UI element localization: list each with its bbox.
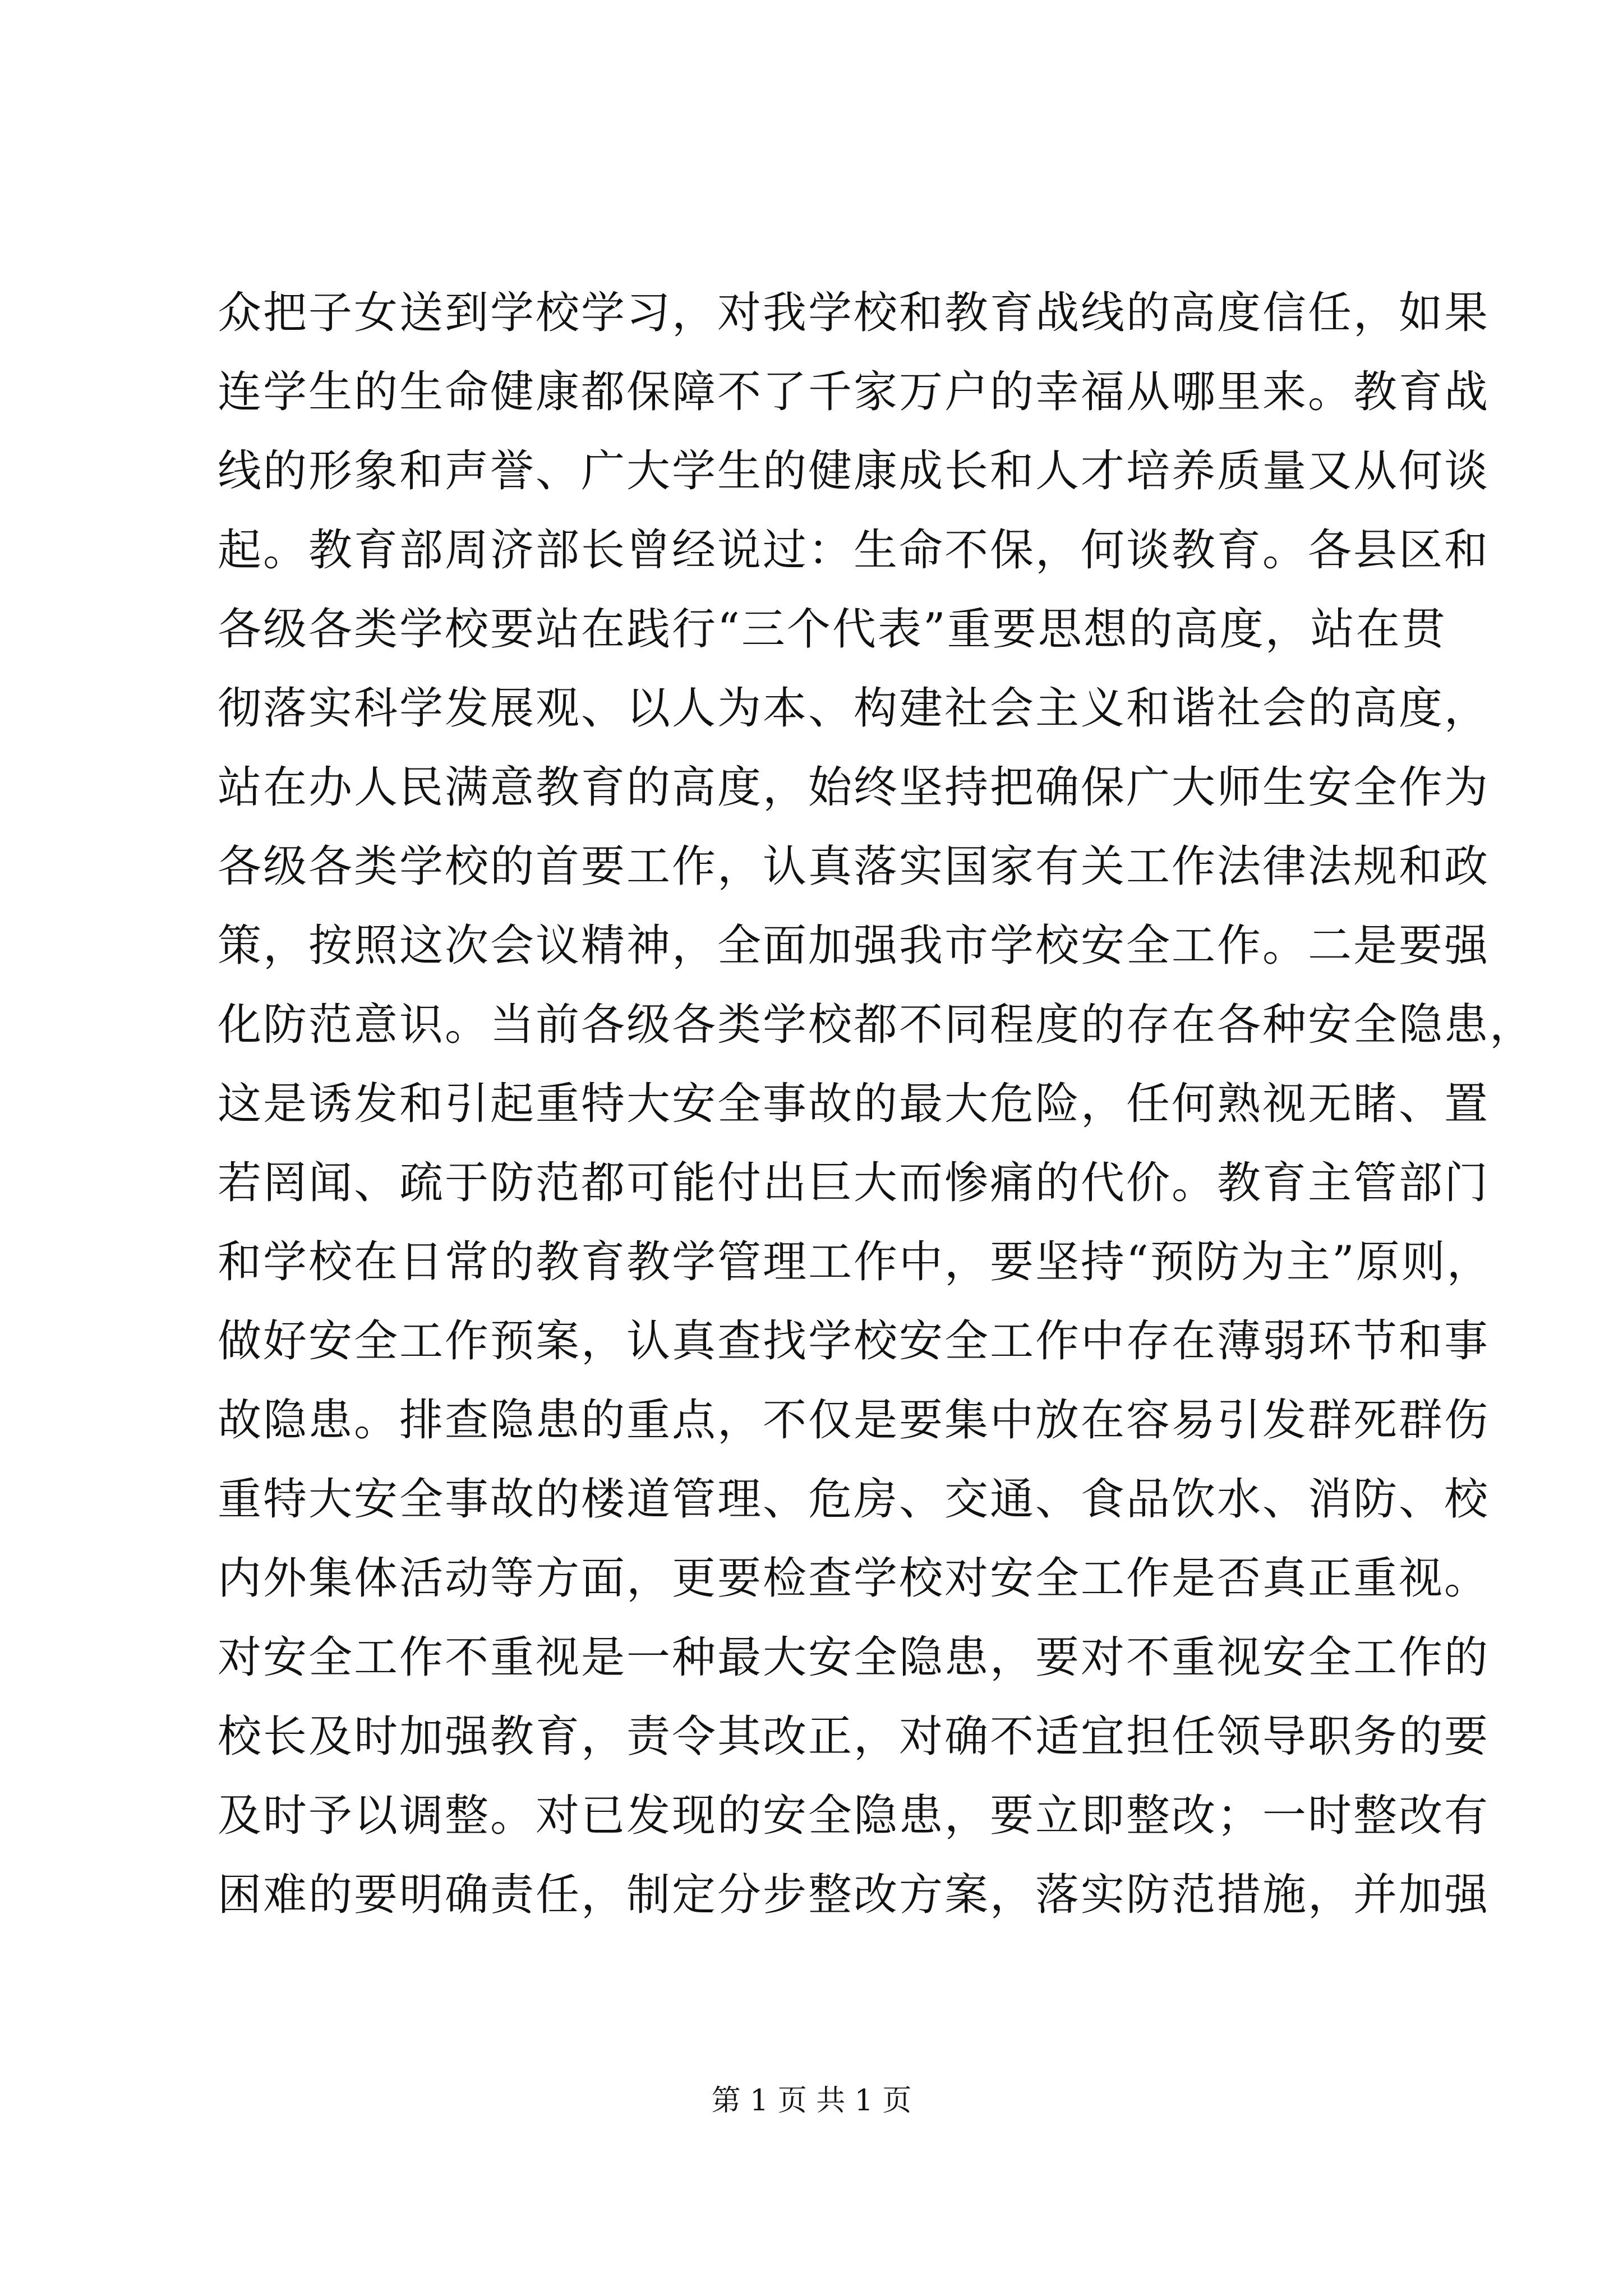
text-line: 及时予以调整。对已发现的安全隐患，要立即整改；一时整改有	[218, 1791, 1490, 1841]
text-line: 线的形象和声誉、广大学生的健康成长和人才培养质量又从何谈	[218, 446, 1490, 496]
text-line: 和学校在日常的教育教学管理工作中，要坚持“预防为主”原则，	[218, 1237, 1492, 1287]
text-line: 做好安全工作预案，认真查找学校安全工作中存在薄弱环节和事	[218, 1316, 1490, 1366]
body-text	[218, 274, 1536, 1935]
page-footer: 第 1 页 共 1 页	[711, 2084, 912, 2118]
text-line: 站在办人民满意教育的高度，始终坚持把确保广大师生安全作为	[218, 762, 1490, 813]
text-line: 连学生的生命健康都保障不了千家万户的幸福从哪里来。教育战	[218, 367, 1490, 417]
text-line: 重特大安全事故的楼道管理、危房、交通、食品饮水、消防、校	[218, 1474, 1490, 1525]
text-line: 对安全工作不重视是一种最大安全隐患，要对不重视安全工作的	[218, 1632, 1490, 1683]
text-line: 故隐患。排查隐患的重点，不仅是要集中放在容易引发群死群伤	[218, 1395, 1490, 1446]
text-line: 彻落实科学发展观、以人为本、构建社会主义和谐社会的高度，	[218, 683, 1490, 734]
text-line: 若罔闻、疏于防范都可能付出巨大而惨痛的代价。教育主管部门	[218, 1158, 1490, 1208]
text-line: 策，按照这次会议精神，全面加强我市学校安全工作。二是要强	[218, 921, 1490, 971]
text-line: 这是诱发和引起重特大安全事故的最大危险，任何熟视无睹、置	[218, 1079, 1490, 1129]
text-line: 化防范意识。当前各级各类学校都不同程度的存在各种安全隐患，	[218, 1000, 1536, 1050]
text-line: 各级各类学校的首要工作，认真落实国家有关工作法律法规和政	[218, 841, 1490, 892]
text-line: 困难的要明确责任，制定分步整改方案，落实防范措施，并加强	[218, 1870, 1490, 1920]
text-line: 内外集体活动等方面，更要检查学校对安全工作是否真正重视。	[218, 1553, 1490, 1604]
text-line: 起。教育部周济部长曾经说过：生命不保，何谈教育。各县区和	[218, 525, 1490, 576]
text-line: 众把子女送到学校学习，对我学校和教育战线的高度信任，如果	[218, 288, 1490, 338]
text-line: 校长及时加强教育，责令其改正，对确不适宜担任领导职务的要	[218, 1711, 1490, 1762]
text-line: 各级各类学校要站在践行“三个代表”重要思想的高度，站在贯	[218, 604, 1447, 655]
